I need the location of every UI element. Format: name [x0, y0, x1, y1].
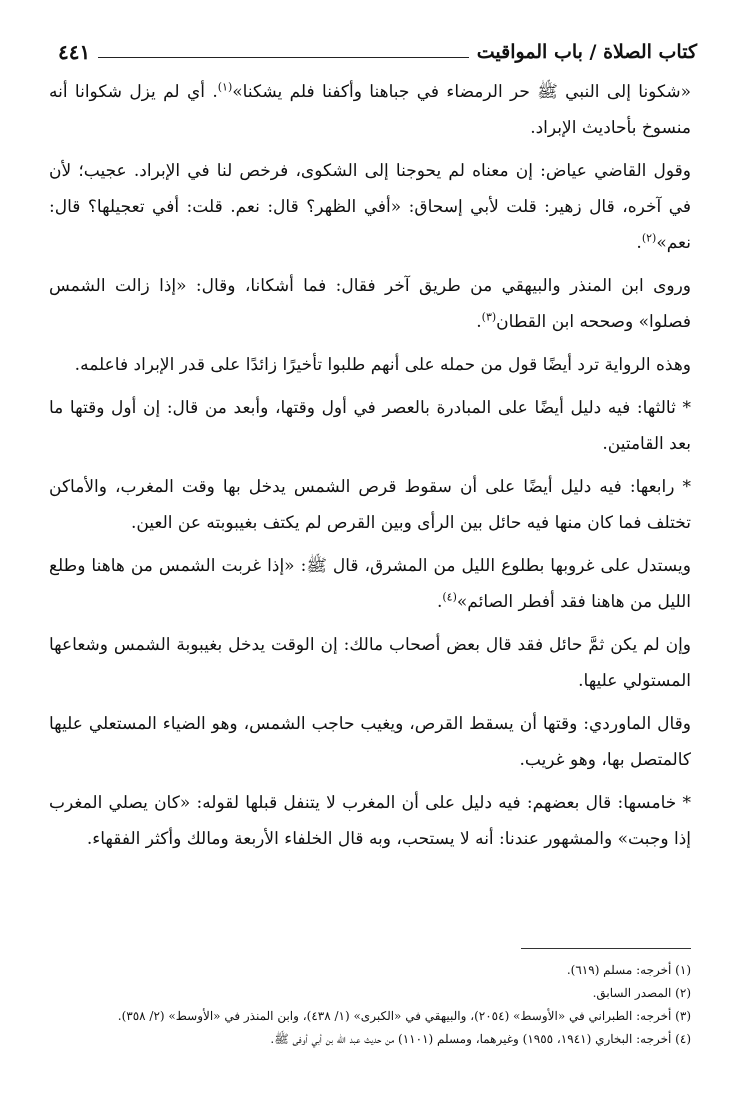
paragraph-9 [49, 706, 691, 778]
paragraph-text: * خامسها: قال بعضهم: فيه دليل على أن المغرب لا يتنفل قبلها لقوله: «كان يصلي المغرب إذا وجبت» والمشهور عندنا: أنه لا يستحب، وبه قال الخلفاء الأربعة ومالك وأكثر الفقهاء. [49, 793, 691, 849]
footnote-ref-3: (٣) [481, 310, 497, 324]
footnote-separator [521, 948, 691, 949]
paragraph-text: ويستدل على غروبها بطلوع الليل من المشرق، قال ﷺ: «إذا غربت الشمس من هاهنا وطلع الليل من هاهنا فقد أفطر الصائم» [49, 556, 691, 612]
paragraph-tail: . [476, 312, 482, 332]
paragraph-text: وقال الماوردي: وقتها أن يسقط القرص، ويغيب حاجب الشمس، وهو الضياء المستعلي عليها كالمتصل بها، وهو غريب. [49, 714, 691, 770]
paragraph-text: وروى ابن المنذر والبيهقي من طريق آخر فقال: فما أشكانا، وقال: «إذا زالت الشمس فصلوا» وصححه ابن القطان [49, 276, 691, 332]
paragraph-8 [49, 627, 691, 699]
footnote-ref-4: (٤) [442, 590, 457, 604]
footnote-ref-1: (١) [217, 80, 233, 94]
paragraph-text: * رابعها: فيه دليل أيضًا على أن سقوط قرص الشمس يدخل بها وقت المغرب، والأماكن تختلف فما كان منها فيه حائل بين الرأى وبين القرص لم يكتف بغيبوبته عن العين. [49, 477, 691, 533]
footnote-2: (٢) المصدر السابق. [592, 986, 691, 1000]
paragraph-3 [49, 268, 691, 340]
footnote-1: (١) أخرجه: مسلم (٦١٩). [566, 963, 691, 977]
paragraph-text: وهذه الرواية ترد أيضًا قول من حمله على أنهم طلبوا تأخيرًا زائدًا على قدر الإبراد فاعلمه. [74, 355, 691, 375]
header-rule [98, 57, 468, 58]
page-number: ٤٤١ [58, 40, 91, 64]
paragraph-text: وقول القاضي عياض: إن معناه لم يحوجنا إلى الشكوى، فرخص لنا في الإبراد. عجيب؛ لأن في آخره، قال زهير: قلت لأبي إسحاق: «أفي الظهر؟ قال: نعم. قلت: أفي تعجيلها؟ قال: نعم» [49, 161, 691, 253]
paragraph-tail: . [436, 592, 443, 612]
page-header [58, 28, 697, 62]
footnote-3: (٣) أخرجه: الطبراني في «الأوسط» (٢٠٥٤)، والبيهقي في «الكبرى» (١/ ٤٣٨)، وابن المنذر في «الأوسط» (٢/ ٣٥٨). [117, 1009, 691, 1023]
footnotes-section [49, 948, 691, 1051]
paragraph-tail: . أي لم يزل شكوانا أنه منسوخ بأحاديث الإبراد. [49, 82, 691, 138]
running-title: كتاب الصلاة / باب المواقيت [476, 41, 697, 63]
paragraph-2 [49, 153, 691, 261]
paragraph-6-fourth-point [49, 469, 691, 541]
paragraph-7 [49, 548, 691, 620]
paragraph-5-third-point [49, 390, 691, 462]
footnote-4: (٤) أخرجه: البخاري (١٩٤١، ١٩٥٥) وغيرهما، ومسلم (١١٠١) من حديث عبد الله بن أبي أوفى ﷺ. [270, 1032, 691, 1046]
paragraph-10-fifth-point [49, 785, 691, 857]
footnote-ref-2: (٢) [641, 231, 657, 245]
main-text [49, 74, 691, 864]
paragraph-text: وإن لم يكن ثمَّ حائل فقد قال بعض أصحاب مالك: إن الوقت يدخل بغيبوبة الشمس وشعاعها المستولي عليها. [49, 635, 691, 691]
paragraph-text: «شكونا إلى النبي ﷺ حر الرمضاء في جباهنا وأكفنا فلم يشكنا» [232, 82, 691, 102]
paragraph-tail: . [636, 233, 642, 253]
paragraph-text: * ثالثها: فيه دليل أيضًا على المبادرة بالعصر في أول وقتها، وأبعد من قال: إن أول وقتها ما بعد القامتين. [49, 398, 691, 454]
paragraph-1 [49, 74, 691, 146]
paragraph-4 [49, 347, 691, 383]
